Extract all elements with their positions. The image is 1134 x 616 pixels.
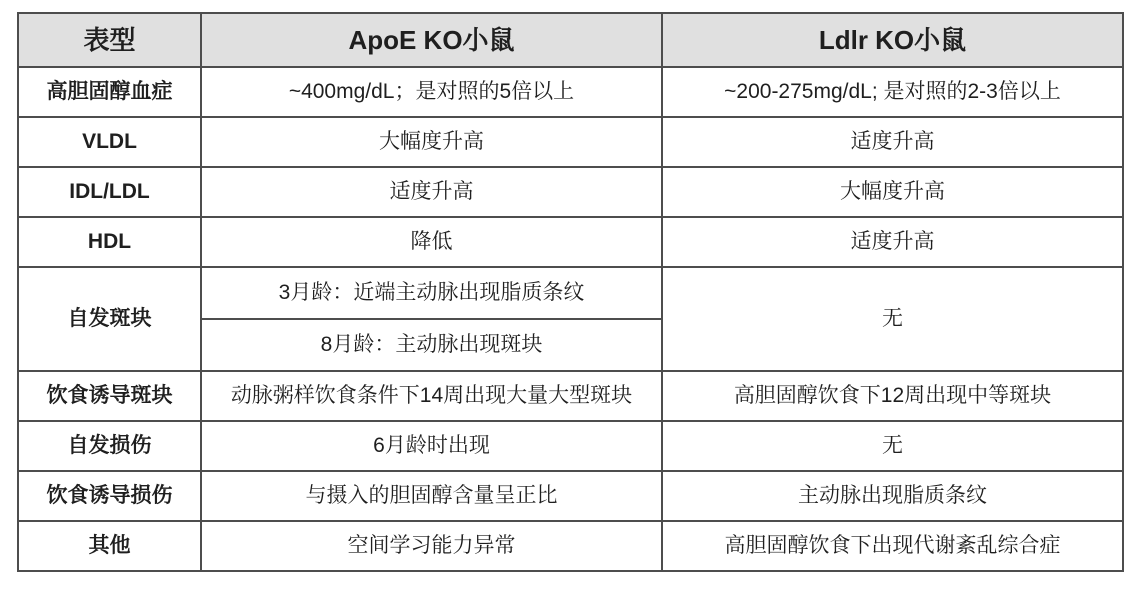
cell-hypercholesterolemia-ldlr: ~200-275mg/dL; 是对照的2-3倍以上 — [662, 67, 1123, 117]
table-row-hdl — [18, 217, 1123, 267]
row-label-idl-ldl: IDL/LDL — [18, 167, 201, 217]
row-label-hdl: HDL — [18, 217, 201, 267]
cell-idl-ldl-apoe: 适度升高 — [201, 167, 662, 217]
row-label-diet-induced-lesion: 饮食诱导损伤 — [18, 471, 201, 521]
cell-hdl-ldlr: 适度升高 — [662, 217, 1123, 267]
phenotype-comparison-table — [17, 12, 1124, 572]
cell-hdl-apoe: 降低 — [201, 217, 662, 267]
phenotype-comparison-table-container — [17, 12, 1124, 572]
cell-diet-induced-plaque-apoe: 动脉粥样饮食条件下14周出现大量大型斑块 — [201, 371, 662, 421]
cell-spontaneous-plaque-apoe-3month: 3月龄：近端主动脉出现脂质条纹 — [201, 267, 662, 319]
cell-vldl-ldlr: 适度升高 — [662, 117, 1123, 167]
cell-diet-induced-lesion-ldlr: 主动脉出现脂质条纹 — [662, 471, 1123, 521]
cell-diet-induced-plaque-ldlr: 高胆固醇饮食下12周出现中等斑块 — [662, 371, 1123, 421]
table-row-other — [18, 521, 1123, 571]
cell-spontaneous-lesion-ldlr: 无 — [662, 421, 1123, 471]
table-row-vldl — [18, 117, 1123, 167]
table-row-diet-induced-plaque — [18, 371, 1123, 421]
cell-diet-induced-lesion-apoe: 与摄入的胆固醇含量呈正比 — [201, 471, 662, 521]
cell-spontaneous-plaque-apoe-8month: 8月龄：主动脉出现斑块 — [201, 319, 662, 371]
cell-hypercholesterolemia-apoe: ~400mg/dL；是对照的5倍以上 — [201, 67, 662, 117]
cell-idl-ldl-ldlr: 大幅度升高 — [662, 167, 1123, 217]
cell-vldl-apoe: 大幅度升高 — [201, 117, 662, 167]
header-apoe-ko: ApoE KO小鼠 — [201, 13, 662, 67]
cell-spontaneous-plaque-ldlr: 无 — [662, 267, 1123, 371]
row-label-spontaneous-lesion: 自发损伤 — [18, 421, 201, 471]
row-label-vldl: VLDL — [18, 117, 201, 167]
table-row-spontaneous-plaque-1 — [18, 267, 1123, 319]
header-ldlr-ko: Ldlr KO小鼠 — [662, 13, 1123, 67]
table-row-hypercholesterolemia — [18, 67, 1123, 117]
header-phenotype: 表型 — [18, 13, 201, 67]
cell-spontaneous-lesion-apoe: 6月龄时出现 — [201, 421, 662, 471]
table-row-diet-induced-lesion — [18, 471, 1123, 521]
cell-other-ldlr: 高胆固醇饮食下出现代谢紊乱综合症 — [662, 521, 1123, 571]
cell-other-apoe: 空间学习能力异常 — [201, 521, 662, 571]
table-row-spontaneous-lesion — [18, 421, 1123, 471]
header-row — [18, 13, 1123, 67]
row-label-spontaneous-plaque: 自发斑块 — [18, 267, 201, 371]
table-row-idl-ldl — [18, 167, 1123, 217]
row-label-other: 其他 — [18, 521, 201, 571]
row-label-hypercholesterolemia: 高胆固醇血症 — [18, 67, 201, 117]
row-label-diet-induced-plaque: 饮食诱导斑块 — [18, 371, 201, 421]
